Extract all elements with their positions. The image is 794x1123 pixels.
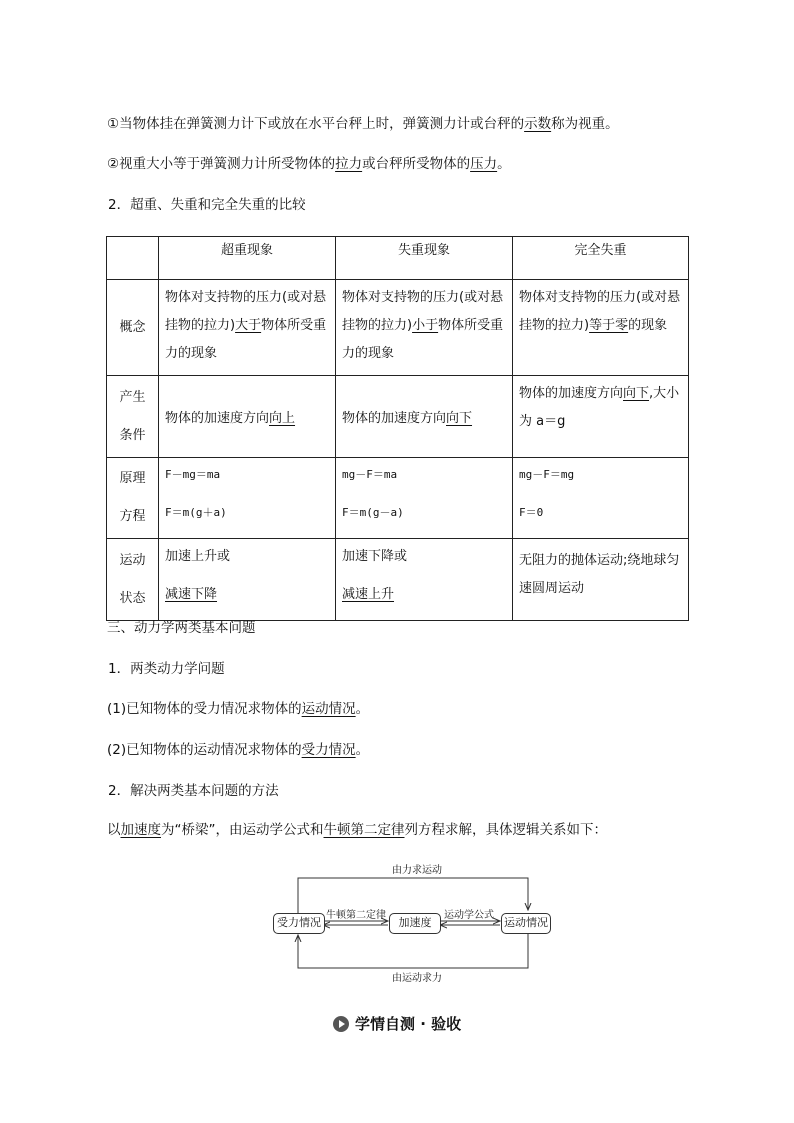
box-force-situation: 受力情况 <box>273 913 325 934</box>
row-label-condition: 产生 条件 <box>107 376 159 458</box>
footer-section-heading: 学情自测 · 验收 <box>333 1013 461 1034</box>
cell-condition-underweight: 物体的加速度方向向下 <box>336 376 513 458</box>
row-label-equation: 原理 方程 <box>107 458 159 539</box>
cell-concept-overweight: 物体对支持物的压力(或对悬挂物的拉力)大于物体所受重力的现象 <box>159 280 336 376</box>
bottom-arrow <box>298 932 528 968</box>
header-weightless: 完全失重 <box>513 237 689 280</box>
box-acceleration: 加速度 <box>389 913 441 934</box>
header-overweight: 超重现象 <box>159 237 336 280</box>
diagram-left-arrow-label: 牛顿第二定律 <box>326 910 386 921</box>
section-3-2-title: 2．解决两类基本问题的方法 <box>108 783 279 799</box>
row-label-motion: 运动 状态 <box>107 539 159 621</box>
header-underweight: 失重现象 <box>336 237 513 280</box>
play-icon <box>333 1016 349 1032</box>
cell-equation-overweight: F－mg＝ma F＝m(g＋a) <box>159 458 336 539</box>
section-2-title: 2．超重、失重和完全失重的比较 <box>108 197 306 213</box>
cell-equation-weightless: mg－F＝mg F＝0 <box>513 458 689 539</box>
section-3-title: 三、动力学两类基本问题 <box>107 620 256 636</box>
diagram-right-arrow-label: 运动学公式 <box>444 910 494 921</box>
row-label-concept: 概念 <box>107 280 159 376</box>
section-3-1-title: 1．两类动力学问题 <box>108 661 225 677</box>
cell-concept-underweight: 物体对支持物的压力(或对悬挂物的拉力)小于物体所受重力的现象 <box>336 280 513 376</box>
cell-motion-weightless: 无阻力的抛体运动;绕地球匀速圆周运动 <box>513 539 689 621</box>
cell-concept-weightless: 物体对支持物的压力(或对悬挂物的拉力)等于零的现象 <box>513 280 689 376</box>
intro-paragraph-1: ①当物体挂在弹簧测力计下或放在水平台秤上时，弹簧测力计或台秤的示数称为视重。 <box>107 116 619 132</box>
cell-motion-overweight: 加速上升或 减速下降 <box>159 539 336 621</box>
cell-condition-weightless: 物体的加速度方向向下,大小为 a＝g <box>513 376 689 458</box>
cell-equation-underweight: mg－F＝ma F＝m(g－a) <box>336 458 513 539</box>
cell-motion-underweight: 加速下降或 减速上升 <box>336 539 513 621</box>
diagram-top-label: 由力求运动 <box>392 865 442 876</box>
section-3-2-text: 以加速度为“桥梁”，由运动学公式和牛顿第二定律列方程求解，具体逻辑关系如下： <box>107 822 607 838</box>
box-motion-situation: 运动情况 <box>501 913 551 934</box>
section-3-1-item-2: (2)已知物体的运动情况求物体的受力情况。 <box>107 742 370 758</box>
diagram-bottom-label: 由运动求力 <box>392 973 442 984</box>
intro-paragraph-2: ②视重大小等于弹簧测力计所受物体的拉力或台秤所受物体的压力。 <box>107 156 511 172</box>
cell-condition-overweight: 物体的加速度方向向上 <box>159 376 336 458</box>
section-3-1-item-1: (1)已知物体的受力情况求物体的运动情况。 <box>107 701 370 717</box>
